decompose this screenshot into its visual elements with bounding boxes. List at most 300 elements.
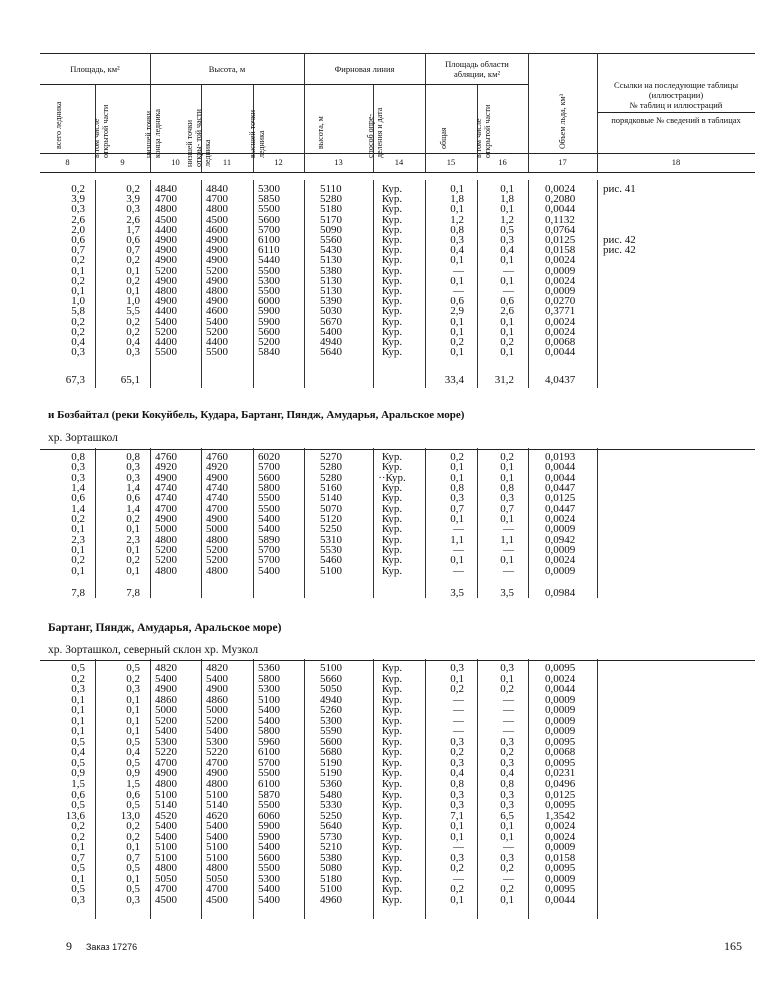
cell: 5100 [155, 841, 177, 854]
column-c14 [372, 184, 412, 357]
cell: 1,7 [126, 223, 140, 236]
column-c17 [545, 663, 595, 906]
column-c11 [206, 663, 246, 906]
cell: 0,3 [500, 735, 514, 748]
cell: Кур. [381, 223, 403, 236]
cell: 5600 [258, 213, 280, 226]
total-c15: 33,4 [444, 374, 464, 386]
cell: 4840 [206, 183, 228, 195]
cell: — [503, 285, 514, 298]
column-c12 [258, 663, 298, 906]
cell: 4920 [155, 461, 177, 474]
cell: 5500 [258, 264, 280, 277]
cell: 5680 [320, 746, 342, 759]
cell: 0,2 [450, 336, 464, 349]
cell: 5100 [320, 662, 342, 674]
cell: 4500 [155, 213, 177, 226]
column-c12 [258, 184, 298, 357]
cell: 4900 [206, 234, 228, 247]
cell: 0,2 [71, 554, 85, 567]
cell: 0,0024 [545, 830, 576, 843]
cell [603, 286, 663, 296]
cell: 0,6 [71, 234, 85, 247]
cell: 0,1 [71, 841, 85, 854]
cell: 0,1 [71, 725, 85, 738]
column-divider [253, 659, 254, 919]
column-number: 12 [274, 157, 283, 167]
cell: Кур. [381, 735, 403, 748]
cell: — [503, 704, 514, 717]
page-number: 165 [724, 939, 742, 953]
column-divider [304, 180, 305, 388]
column-divider [373, 659, 374, 919]
cell: 0,2 [450, 862, 464, 875]
cell: Кур. [381, 295, 403, 308]
cell: 1,2 [500, 213, 514, 226]
cell: 5500 [258, 799, 280, 812]
header-area-group: Площадь, км² [70, 64, 120, 74]
column-number: 17 [558, 157, 567, 167]
cell: 5730 [320, 830, 342, 843]
cell: — [453, 564, 464, 577]
cell: 0,3 [450, 756, 464, 769]
cell: 4800 [155, 778, 177, 791]
cell: 0,5 [71, 662, 85, 674]
cell: 4860 [155, 693, 177, 706]
column-number: 9 [120, 157, 125, 167]
cell: Кур. [381, 830, 403, 843]
cell: 6100 [258, 778, 280, 791]
cell: 0,2 [450, 746, 464, 759]
cell: 5900 [258, 305, 280, 318]
cell: 2,6 [500, 305, 514, 318]
cell: 5,8 [71, 305, 85, 318]
cell: 5280 [320, 461, 342, 474]
cell: 0,2 [126, 830, 140, 843]
cell: 5270 [320, 451, 342, 463]
cell: 5310 [320, 533, 342, 546]
column-c15 [430, 663, 464, 906]
column-divider [150, 659, 151, 919]
cell: 0,1 [450, 820, 464, 833]
header-c8: всего ледника [54, 101, 63, 149]
cell: 0,4 [126, 336, 140, 349]
cell: 0,6 [71, 788, 85, 801]
cell: 4740 [155, 482, 177, 495]
cell: 0,4 [71, 746, 85, 759]
cell: 4800 [155, 564, 177, 577]
cell: 4900 [155, 254, 177, 267]
cell: 4600 [206, 223, 228, 236]
cell: 5890 [258, 533, 280, 546]
column-divider [201, 180, 202, 388]
cell: 5530 [320, 544, 342, 557]
cell: 0,5 [71, 735, 85, 748]
cell: 0,1 [71, 704, 85, 717]
cell: 5250 [320, 809, 342, 822]
cell: Кур. [381, 683, 403, 696]
cell: 0,3 [500, 492, 514, 505]
cell: 2,6 [126, 213, 140, 226]
column-divider [253, 180, 254, 388]
cell: 5500 [258, 767, 280, 780]
cell: 5700 [258, 544, 280, 557]
cell: Кур. [381, 788, 403, 801]
cell: 5400 [258, 513, 280, 526]
cell: 5100 [155, 788, 177, 801]
group-rule [304, 84, 425, 85]
cell: 0,1 [500, 554, 514, 567]
cell: 0,2 [500, 883, 514, 896]
column-divider [201, 448, 202, 598]
cell: 0,1 [126, 264, 140, 277]
cell: 0,3 [71, 894, 85, 907]
cell: 0,2 [500, 336, 514, 349]
cell: 0,1 [450, 254, 464, 267]
cell: 0,8 [450, 482, 464, 495]
cell: 0,0009 [545, 841, 576, 854]
column-divider [425, 180, 426, 388]
cell: 4800 [155, 285, 177, 298]
cell: 5110 [320, 183, 342, 195]
cell: 0,1 [450, 183, 464, 195]
cell: 0,3 [71, 471, 85, 484]
cell: Кур. [381, 285, 403, 298]
cell: 4600 [206, 305, 228, 318]
column-c13 [320, 184, 360, 357]
cell: Кур. [381, 662, 403, 674]
column-c14 [372, 452, 412, 576]
cell: 4700 [206, 883, 228, 896]
cell: 4900 [155, 244, 177, 257]
cell: 0,0447 [545, 482, 576, 495]
cell: 0,0024 [545, 554, 576, 567]
cell: 0,5 [71, 883, 85, 896]
cell: 5390 [320, 295, 342, 308]
cell: 0,8 [71, 451, 85, 463]
cell: 5400 [155, 672, 177, 685]
cell: 0,2 [450, 451, 464, 463]
cell: 0,0044 [545, 894, 576, 907]
cell: 4900 [155, 767, 177, 780]
cell: 5480 [320, 788, 342, 801]
cell: 5360 [258, 662, 280, 674]
group-rule [150, 84, 304, 85]
cell: 0,4 [500, 767, 514, 780]
cell: 5100 [320, 883, 342, 896]
cell: Кур. [381, 756, 403, 769]
total-c15: 3,5 [450, 587, 464, 599]
cell: 5200 [206, 714, 228, 727]
cell: 0,1 [126, 544, 140, 557]
cell: 0,0095 [545, 662, 576, 674]
cell: 5500 [258, 502, 280, 515]
cell: 0,0942 [545, 533, 576, 546]
cell: 0,1 [500, 315, 514, 328]
cell: 6020 [258, 451, 280, 463]
cell: 0,5 [126, 799, 140, 812]
cell: Кур. [381, 264, 403, 277]
cell: 0,5 [126, 883, 140, 896]
cell: 5300 [258, 872, 280, 885]
cell: 5700 [258, 756, 280, 769]
total-c8: 67,3 [65, 374, 85, 386]
cell: 5360 [320, 778, 342, 791]
cell: 5200 [155, 264, 177, 277]
cell: 4800 [206, 203, 228, 216]
cell: 0,4 [450, 767, 464, 780]
cell: 5590 [320, 725, 342, 738]
cell: 0,1 [450, 830, 464, 843]
cell: 4900 [206, 244, 228, 257]
cell: 0,1 [500, 325, 514, 338]
cell: 0,1 [500, 672, 514, 685]
column-divider [304, 659, 305, 919]
cell: 0,1 [71, 714, 85, 727]
cell: 5210 [320, 841, 342, 854]
column-c14 [372, 663, 412, 906]
cell: Кур. [381, 778, 403, 791]
cell: — [453, 285, 464, 298]
cell: 1,4 [71, 502, 85, 515]
cell: — [453, 523, 464, 536]
cell: 0,2 [500, 451, 514, 463]
cell: 5850 [258, 193, 280, 206]
cell: 0,5 [126, 735, 140, 748]
sheet-number: 9 [66, 939, 72, 953]
cell: Кур. [381, 746, 403, 759]
cell: 0,2 [450, 683, 464, 696]
cell: 0,3 [450, 492, 464, 505]
cell: Кур. [381, 274, 403, 287]
cell: Кур. [381, 672, 403, 685]
cell: 1,4 [71, 482, 85, 495]
cell: 7,1 [450, 809, 464, 822]
cell: 5400 [155, 725, 177, 738]
cell: Кур. [381, 513, 403, 526]
cell: 5300 [258, 274, 280, 287]
cell: 0,5 [500, 223, 514, 236]
cell: 0,1 [450, 471, 464, 484]
cell: 5400 [155, 315, 177, 328]
cell: ··Кур. [378, 471, 406, 484]
cell [603, 215, 663, 225]
cell: 5400 [320, 325, 342, 338]
cell: 5000 [206, 704, 228, 717]
cell: 0,6 [450, 295, 464, 308]
column-c18 [603, 184, 663, 357]
header-c15: общая [439, 127, 448, 149]
cell: 5400 [206, 830, 228, 843]
cell: 0,6 [126, 234, 140, 247]
section-3-title: Бартанг, Пяндж, Амударья, Аральское море) [48, 622, 282, 634]
header-divider [528, 53, 529, 172]
cell: 0,1 [126, 285, 140, 298]
total-c8: 7,8 [71, 587, 85, 599]
cell: 5100 [206, 788, 228, 801]
cell: 0,3 [71, 683, 85, 696]
cell: 6100 [258, 234, 280, 247]
cell: Кур. [381, 767, 403, 780]
cell: 0,2 [126, 274, 140, 287]
cell: Кур. [381, 336, 403, 349]
column-c9 [98, 663, 140, 906]
header-firn-group: Фирновая линия [334, 64, 395, 74]
cell: 5180 [320, 203, 342, 216]
cell: 0,1 [500, 894, 514, 907]
cell: 5100 [206, 841, 228, 854]
cell: 1,5 [71, 778, 85, 791]
cell: 4520 [155, 809, 177, 822]
cell: 0,0009 [545, 264, 576, 277]
cell: 2,6 [71, 213, 85, 226]
header-c14: способ опре- деления и дата [366, 107, 384, 158]
cell: 4740 [206, 482, 228, 495]
cell: 5300 [320, 714, 342, 727]
cell: 0,3 [450, 735, 464, 748]
cell: 5800 [258, 725, 280, 738]
cell: 5100 [155, 851, 177, 864]
cell: 0,0125 [545, 234, 576, 247]
cell: 1,1 [500, 533, 514, 546]
cell: 0,0009 [545, 544, 576, 557]
cell: 5220 [206, 746, 228, 759]
cell: — [453, 264, 464, 277]
cell: 0,0158 [545, 851, 576, 864]
cell: 4900 [206, 767, 228, 780]
cell: 0,0024 [545, 315, 576, 328]
cell: 0,3 [500, 851, 514, 864]
cell: 0,2 [450, 883, 464, 896]
cell: 0,1 [71, 285, 85, 298]
cell: Кур. [381, 203, 403, 216]
cell: 4400 [155, 336, 177, 349]
cell: 5670 [320, 315, 342, 328]
cell: 0,2 [126, 820, 140, 833]
header-ice-volume: Объем льда, км³ [558, 93, 567, 149]
column-c15 [430, 452, 464, 576]
cell: 13,0 [120, 809, 140, 822]
cell: 0,2 [500, 746, 514, 759]
cell: 4900 [155, 471, 177, 484]
cell: 4860 [206, 693, 228, 706]
header-refs-sub2: порядковые № сведений в таблицах [611, 115, 741, 125]
cell: 0,6 [500, 295, 514, 308]
cell: 0,5 [126, 862, 140, 875]
cell: 0,1 [450, 554, 464, 567]
cell: 5400 [258, 894, 280, 907]
header-c12: высшей точки ледника [248, 109, 266, 158]
column-divider [597, 659, 598, 919]
cell: 5300 [258, 183, 280, 195]
cell: 0,3 [500, 799, 514, 812]
cell: 0,2 [126, 254, 140, 267]
cell: 5200 [155, 714, 177, 727]
cell: 5400 [258, 523, 280, 536]
cell: 5400 [206, 820, 228, 833]
cell: — [503, 725, 514, 738]
cell: 0,2 [71, 325, 85, 338]
cell: 5100 [258, 693, 280, 706]
cell: 0,4 [500, 244, 514, 257]
cell: Кур. [381, 544, 403, 557]
cell: 5330 [320, 799, 342, 812]
header-c11: низшей точки откры- той части ледника [185, 109, 212, 167]
cell: 5280 [320, 471, 342, 484]
cell: 4700 [155, 756, 177, 769]
cell: 0,0125 [545, 788, 576, 801]
cell: 4700 [206, 756, 228, 769]
total-c16: 3,5 [500, 587, 514, 599]
cell: 0,1 [500, 820, 514, 833]
cell: 0,1 [450, 203, 464, 216]
cell: 0,0024 [545, 672, 576, 685]
cell: Кур. [381, 894, 403, 907]
cell: 1,4 [126, 482, 140, 495]
group-rule [40, 84, 150, 85]
cell: — [453, 872, 464, 885]
cell: 0,1 [500, 461, 514, 474]
cell: 0,0270 [545, 295, 576, 308]
cell: 0,1 [450, 346, 464, 359]
cell: 5400 [258, 564, 280, 577]
cell: 6110 [258, 244, 280, 257]
cell: 0,2 [126, 513, 140, 526]
cell: 0,0095 [545, 756, 576, 769]
cell: 5200 [206, 264, 228, 277]
cell: 4940 [320, 693, 342, 706]
column-divider [528, 180, 529, 388]
cell: Кур. [381, 461, 403, 474]
cell: 4900 [206, 274, 228, 287]
cell: 4760 [206, 451, 228, 463]
cell: 4800 [155, 862, 177, 875]
column-number: 13 [334, 157, 343, 167]
cell: 5380 [320, 264, 342, 277]
cell: — [503, 523, 514, 536]
cell: 1,3542 [545, 809, 576, 822]
cell: 5600 [320, 735, 342, 748]
cell: 0,3 [450, 662, 464, 674]
cell: 0,3 [500, 234, 514, 247]
cell: 2,3 [126, 533, 140, 546]
cell [603, 266, 663, 276]
cell: 5280 [320, 193, 342, 206]
cell: 4900 [155, 274, 177, 287]
column-divider [95, 659, 96, 919]
cell: Кур. [381, 325, 403, 338]
cell [603, 194, 663, 204]
cell: 4820 [155, 662, 177, 674]
cell: Кур. [381, 213, 403, 226]
cell: 5200 [258, 336, 280, 349]
cell: 5640 [320, 346, 342, 359]
cell: Кур. [381, 564, 403, 577]
cell: 5200 [155, 554, 177, 567]
cell: 13,6 [65, 809, 85, 822]
cell: 5260 [320, 704, 342, 717]
cell: 0,3 [71, 461, 85, 474]
cell: 5380 [320, 851, 342, 864]
cell: Кур. [381, 714, 403, 727]
column-divider [150, 448, 151, 598]
cell: 4800 [155, 533, 177, 546]
column-divider [597, 180, 598, 388]
cell: Кур. [381, 234, 403, 247]
cell: Кур. [381, 693, 403, 706]
cell: 5000 [155, 523, 177, 536]
cell: 0,3 [500, 788, 514, 801]
